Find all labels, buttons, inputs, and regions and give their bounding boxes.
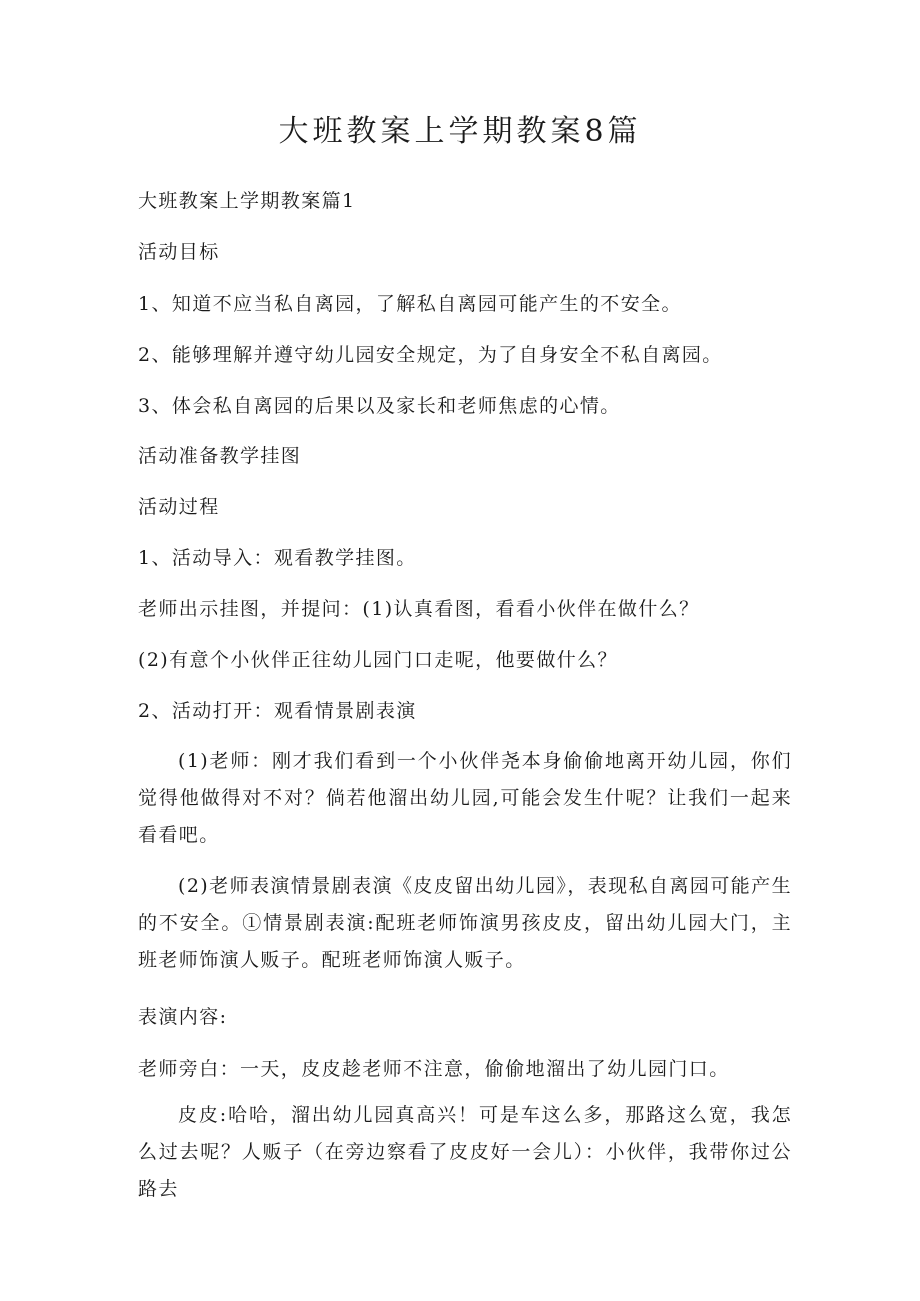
step-1-question-1: 老师出示挂图，并提问：(1)认真看图，看看小伙伴在做什么？ <box>138 598 700 620</box>
dialogue-paragraph: 皮皮:哈哈，溜出幼儿园真高兴！可是车这么多，那路这么宽，我怎么过去呢？人贩子（在旁边察看了皮皮好一会儿）：小伙伴，我带你过公路去 <box>138 1104 792 1200</box>
step-2-paragraph-1: (1)老师：刚才我们看到一个小伙伴尧本身偷偷地离开幼儿园，你们觉得他做得对不对？倘若他溜出幼儿园,可能会发生什呢？让我们一起来看看吧。 <box>138 750 792 846</box>
goal-item-3: 3、体会私自离园的后果以及家长和老师焦虑的心情。 <box>138 395 621 417</box>
performance-heading: 表演内容: <box>138 1006 228 1028</box>
document-title: 大班教案上学期教案8篇 <box>278 114 642 149</box>
step-1: 1、活动导入：观看教学挂图。 <box>138 547 417 569</box>
narration-line: 老师旁白：一天，皮皮趁老师不注意，偷偷地溜出了幼儿园门口。 <box>138 1058 730 1080</box>
step-2-paragraph-2: (2)老师表演情景剧表演《皮皮留出幼儿园》，表现私自离园可能产生的不安全。①情景剧表演:配班老师饰演男孩皮皮，留出幼儿园大门，主班老师饰演人贩子。配班老师饰演人贩子。 <box>138 875 792 971</box>
goals-heading: 活动目标 <box>138 241 220 263</box>
step-1-question-2: (2)有意个小伙伴正往幼儿园门口走呢，他要做什么？ <box>138 649 618 671</box>
preparation-line: 活动准备教学挂图 <box>138 445 302 467</box>
goal-item-1: 1、知道不应当私自离园，了解私自离园可能产生的不安全。 <box>138 293 682 315</box>
section-heading: 大班教案上学期教案篇1 <box>138 190 356 212</box>
goal-item-2: 2、能够理解并遵守幼儿园安全规定，为了自身安全不私自离园。 <box>138 344 723 366</box>
process-heading: 活动过程 <box>138 496 220 518</box>
step-2: 2、活动打开：观看情景剧表演 <box>138 700 417 722</box>
